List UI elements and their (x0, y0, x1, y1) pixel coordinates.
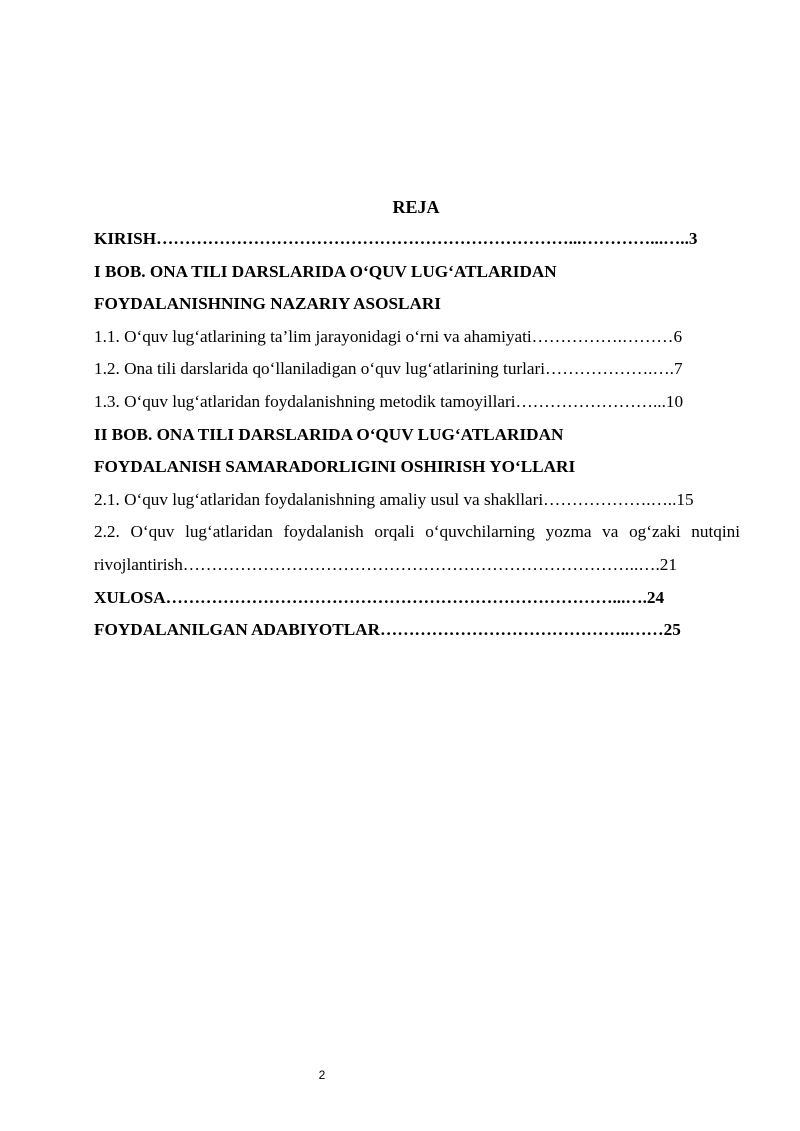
toc-entry-adabiyotlar: FOYDALANILGAN ADABIYOTLAR……………………………………..……25 (94, 620, 681, 640)
toc-entry-2-1: 2.1. O‘quv lug‘atlaridan foydalanishning amaliy usul va shakllari……………….…..15 (94, 489, 694, 509)
page-title: REJA (392, 197, 440, 217)
toc-entry-chapter-2-line-2: FOYDALANISH SAMARADORLIGINI OSHIRISH YO‘LLARI (94, 457, 576, 477)
table-of-contents (94, 227, 740, 651)
toc-entry-kirish: KIRISH………………………………………………………………...…………...…..3 (94, 229, 698, 248)
toc-entry-1-2: 1.2. Ona tili darslarida qo‘llaniladigan o‘quv lug‘atlarining turlari……………….….7 (94, 359, 683, 379)
page-number: 2 (318, 1068, 326, 1082)
toc-entry-chapter-1-line-1: I BOB. ONA TILI DARSLARIDA O‘QUV LUG‘ATLARIDAN (94, 261, 557, 281)
toc-entry-1-3: 1.3. O‘quv lug‘atlaridan foydalanishning metodik tamoyillari……………………...10 (94, 391, 684, 411)
toc-entry-chapter-1-line-2: FOYDALANISHNING NAZARIY ASOSLARI (94, 294, 441, 314)
toc-entry-2-2-line-1: 2.2. O‘quv lug‘atlaridan foydalanish orqali o‘quvchilarning yozma va og‘zaki nutqini (94, 522, 740, 542)
toc-entry-2-2-line-2: rivojlantirish……………………………………………………………………..….21 (94, 554, 677, 574)
toc-entry-chapter-2-line-1: II BOB. ONA TILI DARSLARIDA O‘QUV LUG‘ATLARIDAN (94, 424, 564, 444)
toc-entry-xulosa: XULOSA……………………………………………………………………...….24 (94, 587, 665, 607)
toc-entry-1-1: 1.1. O‘quv lug‘atlarining ta’lim jarayonidagi o‘rni va ahamiyati…………….………6 (94, 326, 683, 346)
